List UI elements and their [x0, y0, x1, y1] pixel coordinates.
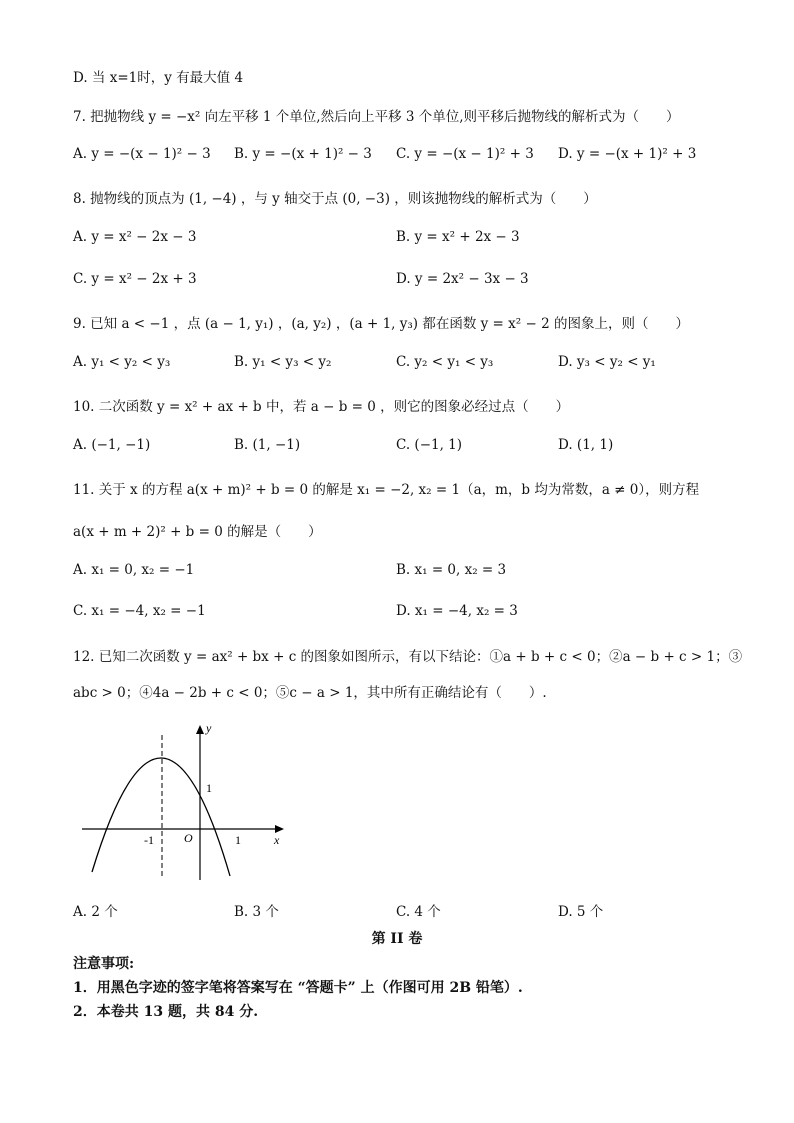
x-tick-neg1-label: -1	[144, 833, 154, 847]
q11-option-d: D. x₁ = −4, x₂ = 3	[396, 603, 518, 619]
parabola-curve	[92, 758, 230, 876]
question-11-line-2: a(x + m + 2)² + b = 0 的解是（ ）	[73, 524, 322, 540]
q10-option-c: C. (−1, 1)	[396, 437, 463, 453]
y-axis-arrow	[196, 725, 204, 734]
q6-option-d: D. 当 x=1时，y 有最大值 4	[73, 70, 244, 86]
notes-heading: 注意事项:	[73, 956, 135, 972]
y-tick-1-label: 1	[206, 781, 212, 795]
q9-option-a: A. y₁ < y₂ < y₃	[73, 354, 171, 370]
q9-option-b: B. y₁ < y₃ < y₂	[234, 354, 332, 370]
parabola-figure	[72, 720, 302, 890]
q12-option-d: D. 5 个	[558, 904, 604, 920]
note-1: 1．用黑色字迹的签字笔将答案写在 “答题卡” 上（作图可用 2B 铅笔）.	[73, 980, 523, 996]
q10-option-a: A. (−1, −1)	[73, 437, 151, 453]
question-7: 7. 把抛物线 y = −x² 向左平移 1 个单位,然后向上平移 3 个单位,则平移后抛物线的解析式为（ ）	[73, 109, 680, 125]
question-10: 10. 二次函数 y = x² + ax + b 中，若 a − b = 0 ，则它的图象必经过点（ ）	[73, 399, 570, 415]
q8-option-c: C. y = x² − 2x + 3	[73, 271, 197, 287]
q9-option-d: D. y₃ < y₂ < y₁	[558, 354, 656, 370]
question-12-line-2: abc > 0；④4a − 2b + c < 0；⑤c − a > 1，其中所有正确结论有（ ）.	[73, 685, 547, 701]
origin-label: O	[184, 831, 193, 845]
q12-option-a: A. 2 个	[73, 904, 118, 920]
y-axis-label: y	[206, 721, 212, 735]
q7-option-c: C. y = −(x − 1)² + 3	[396, 146, 534, 162]
question-11-line-1: 11. 关于 x 的方程 a(x + m)² + b = 0 的解是 x₁ = −2, x₂ = 1（a，m，b 均为常数，a ≠ 0），则方程	[73, 482, 700, 498]
q11-option-c: C. x₁ = −4, x₂ = −1	[73, 603, 206, 619]
q11-option-b: B. x₁ = 0, x₂ = 3	[396, 562, 507, 578]
q7-option-b: B. y = −(x + 1)² − 3	[234, 146, 372, 162]
q8-option-d: D. y = 2x² − 3x − 3	[396, 271, 529, 287]
section-title: 第 II 卷	[371, 931, 423, 947]
q9-option-c: C. y₂ < y₁ < y₃	[396, 354, 494, 370]
x-axis-label: x	[274, 833, 280, 847]
q7-option-d: D. y = −(x + 1)² + 3	[558, 146, 697, 162]
question-8: 8. 抛物线的顶点为 (1, −4) ，与 y 轴交于点 (0, −3) ，则该抛物线的解析式为（ ）	[73, 191, 597, 207]
x-axis-arrow	[275, 825, 284, 833]
question-9: 9. 已知 a < −1 ，点 (a − 1, y₁) ，(a, y₂) ，(a + 1, y₃) 都在函数 y = x² − 2 的图象上，则（ ）	[73, 316, 689, 332]
x-tick-1-label: 1	[235, 833, 241, 847]
q7-option-a: A. y = −(x − 1)² − 3	[73, 146, 211, 162]
q12-option-c: C. 4 个	[396, 904, 441, 920]
question-12-line-1: 12. 已知二次函数 y = ax² + bx + c 的图象如图所示，有以下结论：①a + b + c < 0；②a − b + c > 1；③	[73, 649, 743, 665]
q8-option-b: B. y = x² + 2x − 3	[396, 229, 520, 245]
q12-option-b: B. 3 个	[234, 904, 279, 920]
q10-option-d: D. (1, 1)	[558, 437, 614, 453]
q10-option-b: B. (1, −1)	[234, 437, 301, 453]
q11-option-a: A. x₁ = 0, x₂ = −1	[73, 562, 195, 578]
q8-option-a: A. y = x² − 2x − 3	[73, 229, 197, 245]
note-2: 2．本卷共 13 题，共 84 分.	[73, 1004, 259, 1020]
